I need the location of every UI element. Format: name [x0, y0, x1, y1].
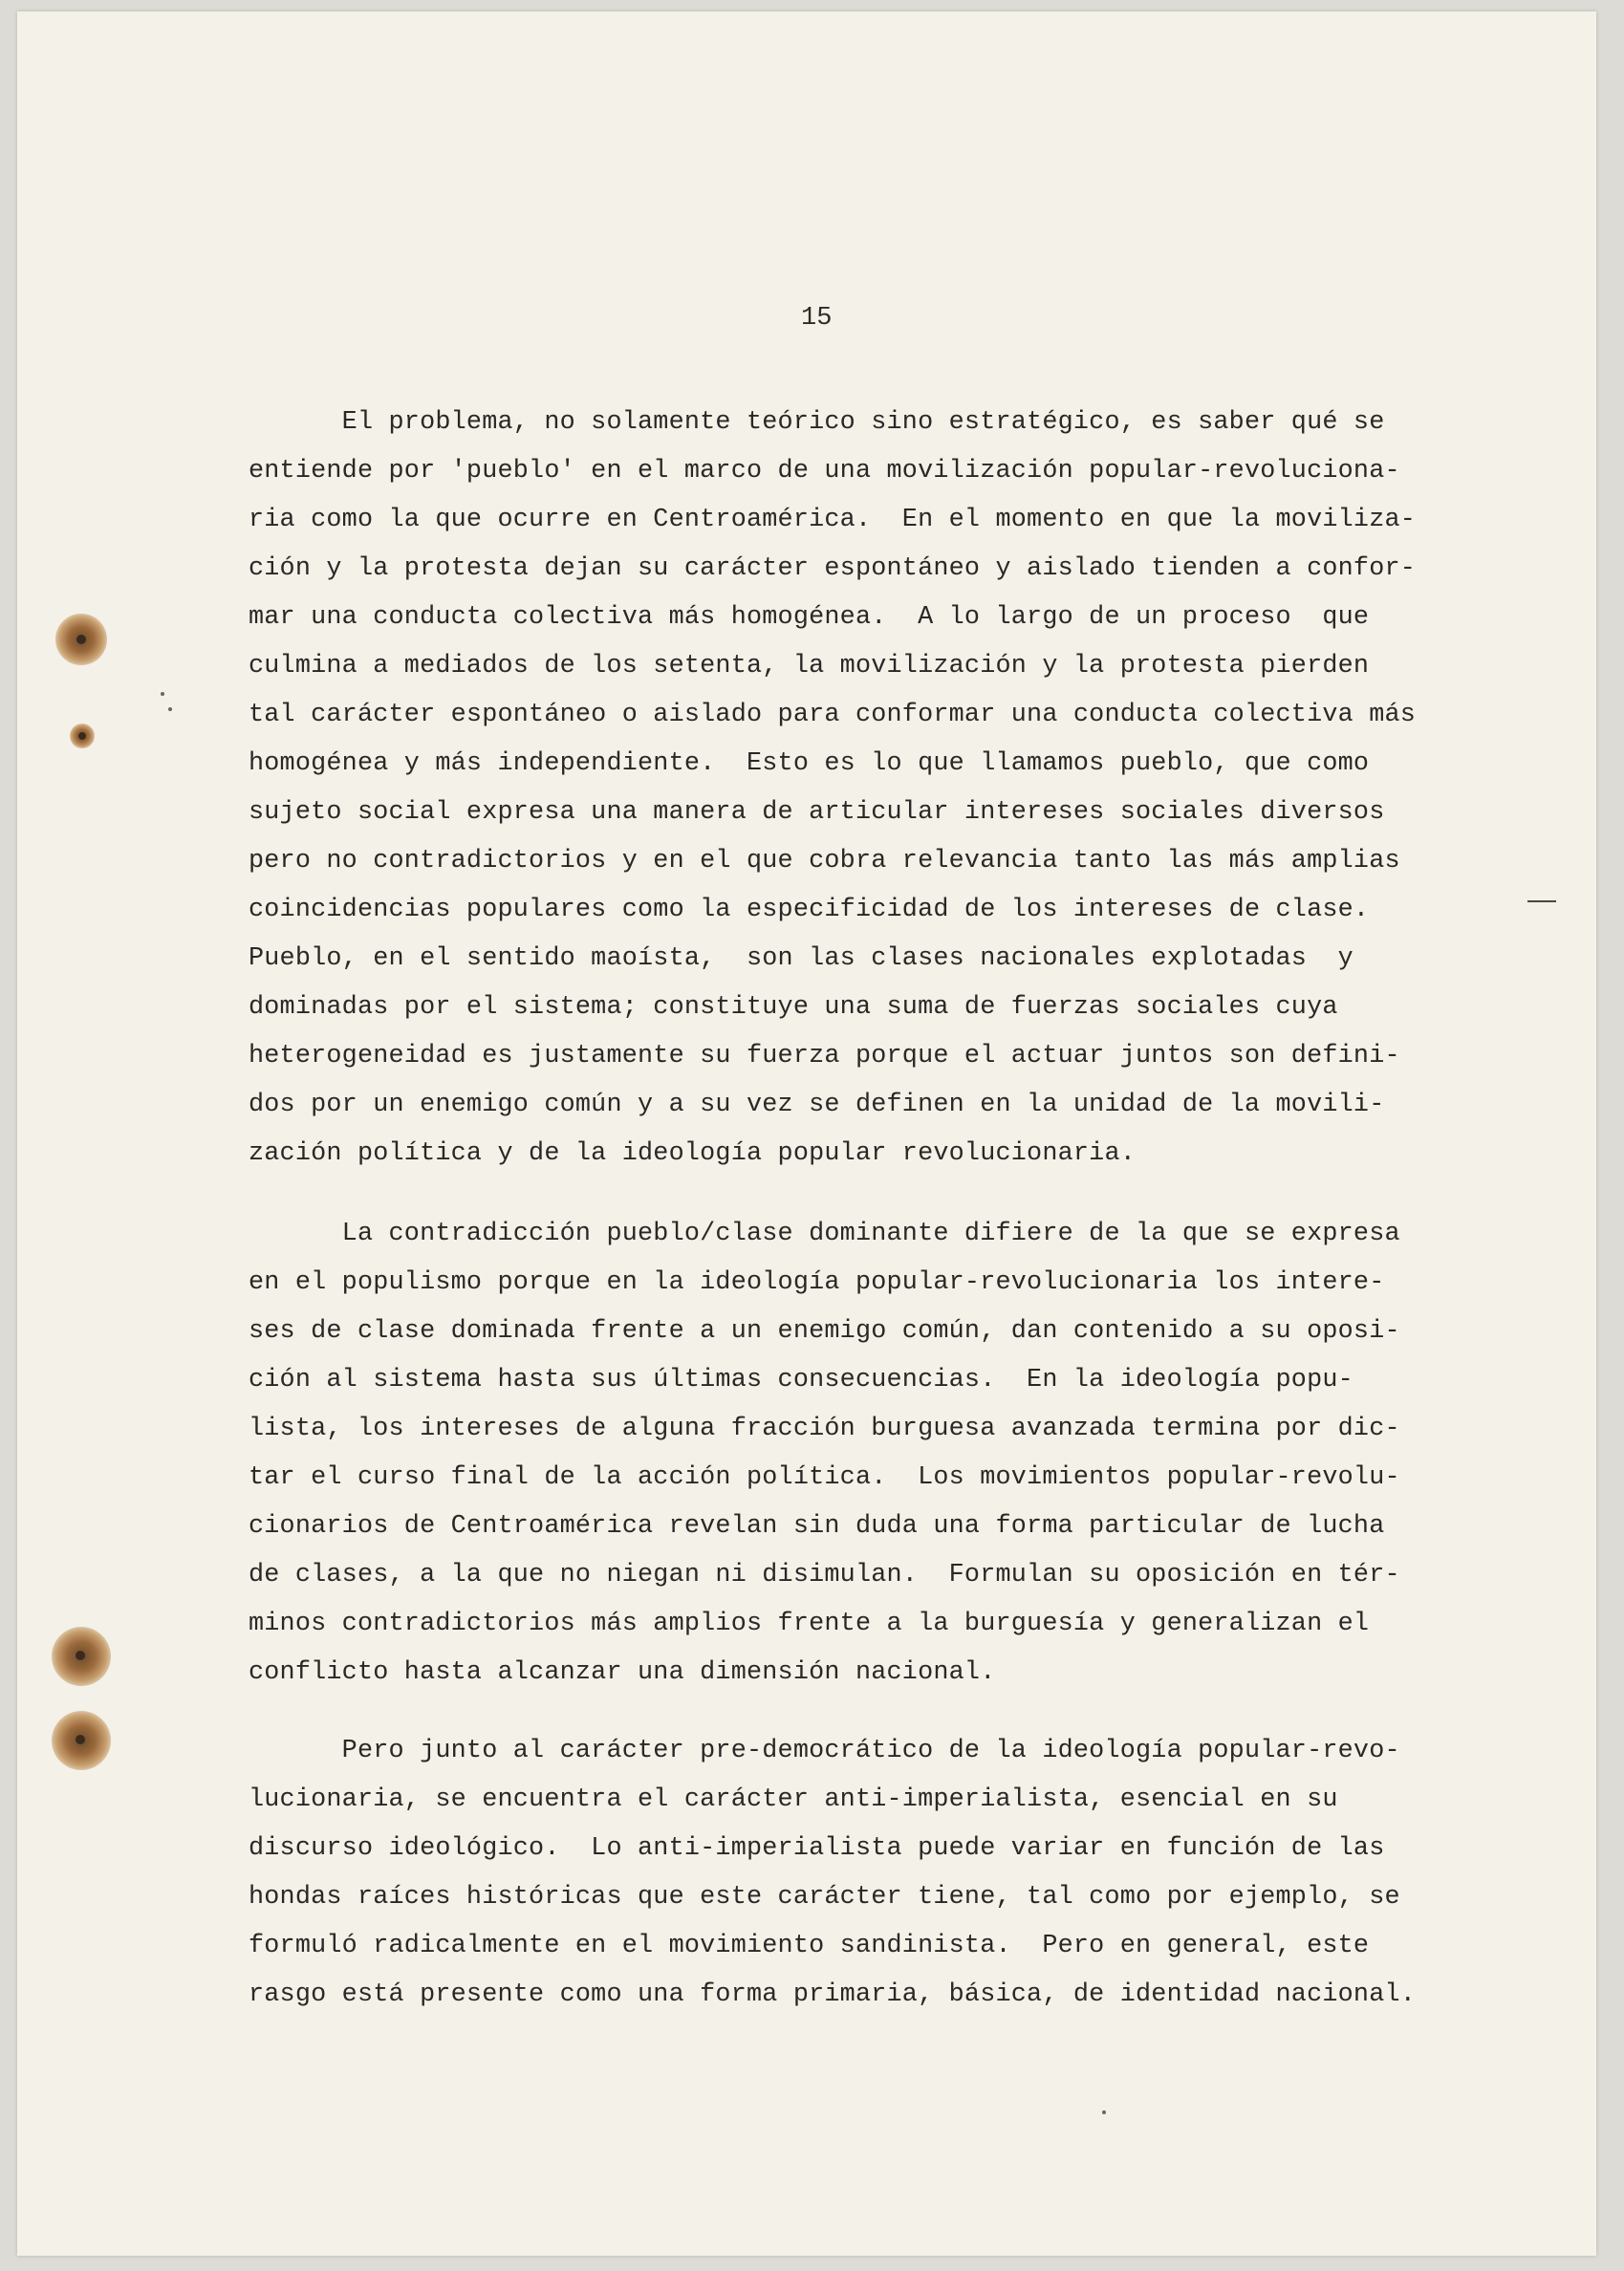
- paragraph-1: [249, 399, 1458, 1179]
- text-line: coincidencias populares como la especificidad de los intereses de clase.: [249, 896, 1370, 924]
- text-line: Pueblo, en el sentido maoísta, son las clases nacionales explotadas y: [249, 944, 1353, 973]
- text-line: lucionaria, se encuentra el carácter anti-imperialista, esencial en su: [249, 1785, 1338, 1814]
- text-line: dominadas por el sistema; constituye una suma de fuerzas sociales cuya: [249, 993, 1338, 1022]
- text-line: lista, los intereses de alguna fracción burguesa avanzada termina por dic-: [249, 1415, 1400, 1443]
- paper-speck: [1102, 2110, 1106, 2114]
- text-line: conflicto hasta alcanzar una dimensión nacional.: [249, 1658, 996, 1687]
- binding-hole: [76, 1651, 85, 1660]
- text-line: La contradicción pueblo/clase dominante difiere de la que se expresa: [249, 1220, 1400, 1248]
- text-line: ción y la protesta dejan su carácter espontáneo y aislado tienden a confor-: [249, 554, 1417, 583]
- margin-mark: [1527, 900, 1556, 902]
- text-line: culmina a mediados de los setenta, la movilización y la protesta pierden: [249, 652, 1370, 681]
- paper-speck: [168, 707, 172, 711]
- text-line: rasgo está presente como una forma primaria, básica, de identidad nacional.: [249, 1980, 1417, 2009]
- text-line: dos por un enemigo común y a su vez se definen en la unidad de la movili-: [249, 1091, 1385, 1119]
- paragraph-3: [249, 1727, 1458, 2020]
- text-line: sujeto social expresa una manera de articular intereses sociales diversos: [249, 798, 1385, 827]
- text-line: El problema, no solamente teórico sino estratégico, es saber qué se: [249, 408, 1385, 437]
- text-line: de clases, a la que no niegan ni disimulan. Formulan su oposición en tér-: [249, 1561, 1400, 1590]
- text-line: heterogeneidad es justamente su fuerza porque el actuar juntos son defini-: [249, 1042, 1400, 1071]
- text-line: ción al sistema hasta sus últimas consecuencias. En la ideología popu-: [249, 1366, 1353, 1395]
- text-line: zación política y de la ideología popular revolucionaria.: [249, 1139, 1137, 1168]
- text-line: ses de clase dominada frente a un enemigo común, dan contenido a su oposi-: [249, 1317, 1400, 1346]
- text-line: entiende por 'pueblo' en el marco de una movilización popular-revoluciona-: [249, 457, 1400, 486]
- text-line: en el populismo porque en la ideología popular-revolucionaria los intere-: [249, 1268, 1385, 1297]
- text-line: hondas raíces históricas que este carácter tiene, tal como por ejemplo, se: [249, 1883, 1400, 1912]
- text-line: tal carácter espontáneo o aislado para conformar una conducta colectiva más: [249, 701, 1417, 729]
- text-line: Pero junto al carácter pre-democrático de la ideología popular-revo-: [249, 1737, 1400, 1765]
- page-number: 15: [801, 304, 833, 333]
- text-line: mar una conducta colectiva más homogénea. A lo largo de un proceso que: [249, 603, 1370, 632]
- text-line: minos contradictorios más amplios frente a la burguesía y generalizan el: [249, 1610, 1370, 1638]
- text-line: discurso ideológico. Lo anti-imperialista puede variar en función de las: [249, 1834, 1385, 1863]
- text-line: cionarios de Centroamérica revelan sin duda una forma particular de lucha: [249, 1512, 1385, 1541]
- text-line: pero no contradictorios y en el que cobra relevancia tanto las más amplias: [249, 847, 1400, 876]
- text-line: ria como la que ocurre en Centroamérica. En el momento en que la moviliza-: [249, 506, 1417, 534]
- paper-speck: [161, 692, 164, 696]
- binding-hole: [76, 635, 86, 644]
- binding-hole: [76, 1735, 85, 1744]
- binding-hole: [78, 732, 86, 740]
- text-line: formuló radicalmente en el movimiento sandinista. Pero en general, este: [249, 1932, 1370, 1960]
- paragraph-2: [249, 1210, 1458, 1698]
- text-line: tar el curso final de la acción política. Los movimientos popular-revolu-: [249, 1463, 1400, 1492]
- text-line: homogénea y más independiente. Esto es lo que llamamos pueblo, que como: [249, 749, 1370, 778]
